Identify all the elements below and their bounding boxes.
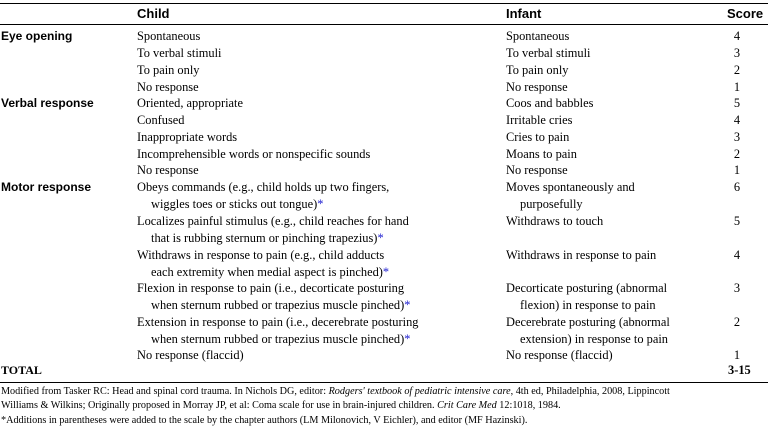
score-cell: 4 [733, 248, 741, 262]
infant-line-1: Decorticate posturing (abnormal [506, 281, 668, 295]
infant-cell: No response (flaccid) [506, 348, 613, 362]
child-cell: To verbal stimuli [137, 46, 222, 60]
child-cell [137, 280, 497, 314]
score-cell: 2 [733, 315, 741, 329]
child-line-2 [137, 196, 497, 213]
child-cell: To pain only [137, 63, 200, 77]
score-cell: 2 [733, 147, 741, 161]
child-line-1: Withdraws in response to pain (e.g., child adducts [137, 248, 385, 262]
score-cell: 5 [733, 96, 741, 110]
header-score: Score [727, 6, 764, 21]
child-line-2-text: when sternum rubbed or trapezius muscle pinched) [151, 298, 405, 312]
infant-line-1: Moves spontaneously and [506, 180, 635, 194]
asterisk-mark: * [404, 332, 411, 346]
child-cell: Incomprehensible words or nonspecific sounds [137, 147, 371, 161]
total-score: 3-15 [728, 363, 751, 377]
asterisk-mark: * [404, 298, 411, 312]
infant-cell: To pain only [506, 63, 569, 77]
child-cell: No response (flaccid) [137, 348, 244, 362]
score-cell: 2 [733, 63, 741, 77]
header-child: Child [137, 6, 170, 21]
footnote-additions: *Additions in parentheses were added to the scale by the chapter authors (LM Milonovich, V Eichler), and editor (MF Hazinski). [1, 415, 528, 426]
child-line-2 [137, 297, 497, 314]
total-label: TOTAL [1, 363, 42, 377]
footnote-text: 12:1018, 1984. [496, 400, 561, 411]
score-cell: 3 [733, 130, 741, 144]
infant-cell: Cries to pain [506, 130, 570, 144]
top-rule [0, 3, 768, 4]
child-line-1: Extension in response to pain (i.e., decerebrate posturing [137, 315, 419, 329]
child-cell [137, 247, 497, 281]
asterisk-mark: * [317, 197, 324, 211]
score-cell: 1 [733, 80, 741, 94]
infant-cell: Coos and babbles [506, 96, 594, 110]
infant-cell: Withdraws to touch [506, 214, 604, 228]
category-verbal-response: Verbal response [1, 96, 94, 110]
footnote-book-title: Rodgers' textbook of pediatric intensive care [328, 386, 511, 397]
score-cell: 5 [733, 214, 741, 228]
child-cell: No response [137, 163, 199, 177]
infant-cell [506, 314, 716, 348]
child-line-2-text: wiggles toes or sticks out tongue) [151, 197, 318, 211]
infant-cell: Withdraws in response to pain [506, 248, 657, 262]
score-cell: 4 [733, 113, 741, 127]
bottom-rule [0, 382, 768, 383]
infant-cell: Moans to pain [506, 147, 577, 161]
infant-line-2: purposefully [520, 197, 583, 211]
footnote-journal: Crit Care Med [437, 400, 497, 411]
footnote-text: Williams & Wilkins; Originally proposed in Morray JP, et al: Coma scale for use in brain-injured children. [1, 400, 438, 411]
infant-cell [506, 179, 716, 213]
header-rule [0, 24, 768, 25]
child-cell [137, 213, 497, 247]
child-cell: Confused [137, 113, 185, 127]
header-infant: Infant [506, 6, 542, 21]
score-cell: 3 [733, 281, 741, 295]
child-cell [137, 314, 497, 348]
score-cell: 1 [733, 163, 741, 177]
child-cell [137, 179, 497, 213]
asterisk-mark: * [382, 265, 390, 279]
infant-cell: Spontaneous [506, 29, 570, 43]
asterisk-mark: * [377, 231, 384, 245]
score-cell: 3 [733, 46, 741, 60]
footnote-text: , 4th ed, Philadelphia, 2008, Lippincott [510, 386, 670, 397]
score-cell: 1 [733, 348, 741, 362]
footnote-source [1, 385, 768, 399]
infant-line-1: Decerebrate posturing (abnormal [506, 315, 670, 329]
infant-cell [506, 280, 716, 314]
child-line-1: Flexion in response to pain (i.e., decorticate posturing [137, 281, 405, 295]
child-line-1: Obeys commands (e.g., child holds up two fingers, [137, 180, 390, 194]
infant-cell: No response [506, 80, 568, 94]
category-motor-response: Motor response [1, 180, 92, 194]
category-eye-opening: Eye opening [1, 29, 73, 43]
child-line-2-text: that is rubbing sternum or pinching trapezius) [151, 231, 378, 245]
footnote-origin [1, 399, 768, 413]
score-cell: 6 [733, 180, 741, 194]
child-cell: Inappropriate words [137, 130, 238, 144]
child-line-2 [137, 331, 497, 348]
child-cell: No response [137, 80, 199, 94]
child-cell: Spontaneous [137, 29, 201, 43]
child-line-2 [137, 230, 497, 247]
infant-line-2: extension) in response to pain [520, 332, 668, 346]
child-line-1: Localizes painful stimulus (e.g., child reaches for hand [137, 214, 409, 228]
infant-cell: Irritable cries [506, 113, 573, 127]
infant-cell: To verbal stimuli [506, 46, 591, 60]
infant-line-2: flexion) in response to pain [520, 298, 656, 312]
child-cell: Oriented, appropriate [137, 96, 243, 110]
child-line-2-text: when sternum rubbed or trapezius muscle pinched) [151, 332, 405, 346]
footnote-text: Modified from Tasker RC: Head and spinal cord trauma. In Nichols DG, editor: [1, 386, 329, 397]
infant-cell: No response [506, 163, 568, 177]
child-line-2 [137, 264, 497, 281]
child-line-2-text: each extremity when medial aspect is pinched) [151, 265, 383, 279]
score-cell: 4 [733, 29, 741, 43]
